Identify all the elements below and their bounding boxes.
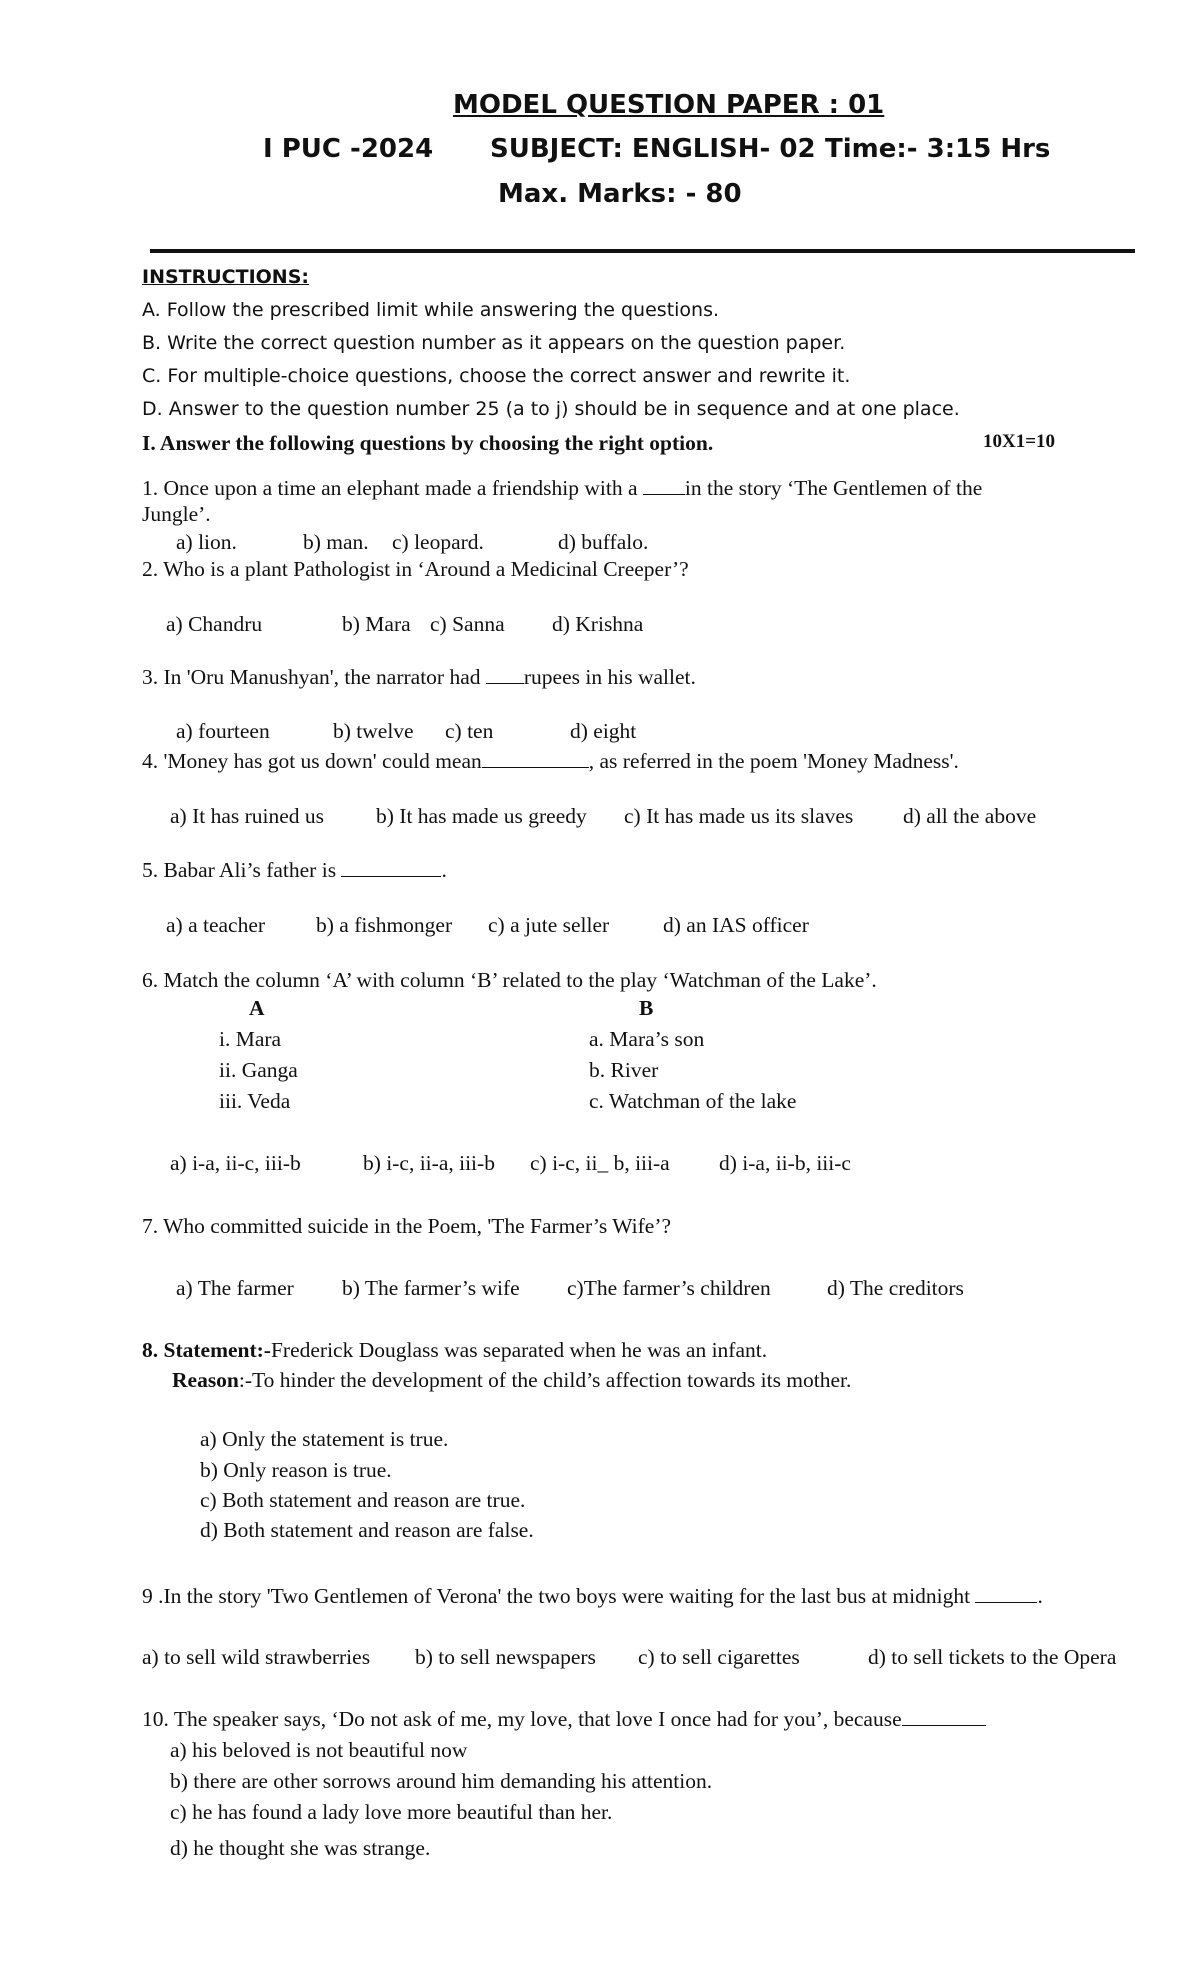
option: a) to sell wild strawberries xyxy=(142,1645,371,1669)
q1-text-line2: Jungle’. xyxy=(142,502,211,526)
instructions-heading: INSTRUCTIONS: xyxy=(142,266,309,288)
section-marks: 10X1=10 xyxy=(983,431,1056,452)
instruction-item: B. Write the correct question number as it appears on the question paper. xyxy=(142,332,846,354)
option: d) eight xyxy=(570,719,637,743)
section-heading: I. Answer the following questions by choosing the right option. xyxy=(142,431,714,455)
instruction-item: C. For multiple-choice questions, choose the correct answer and rewrite it. xyxy=(142,365,851,387)
reason-label: Reason xyxy=(172,1368,239,1392)
answer-blank xyxy=(482,751,589,768)
option: b) to sell newspapers xyxy=(415,1645,596,1669)
q4-text-end: , as referred in the poem 'Money Madness'. xyxy=(588,749,959,773)
option: d) Both statement and reason are false. xyxy=(200,1518,534,1542)
option: c) he has found a lady love more beautiful than her. xyxy=(170,1800,613,1824)
option: c)The farmer’s children xyxy=(567,1276,771,1300)
option: b) The farmer’s wife xyxy=(342,1276,520,1300)
column-b-item: c. Watchman of the lake xyxy=(589,1089,797,1113)
answer-blank xyxy=(643,478,685,495)
statement-text: Frederick Douglass was separated when he was an infant. xyxy=(270,1338,768,1362)
option: a) It has ruined us xyxy=(170,804,325,828)
option: d) an IAS officer xyxy=(663,913,809,937)
option: b) there are other sorrows around him demanding his attention. xyxy=(170,1769,713,1793)
option: d) The creditors xyxy=(827,1276,964,1300)
option: a) his beloved is not beautiful now xyxy=(170,1738,468,1762)
statement-label: 8. Statement:- xyxy=(142,1338,271,1362)
instruction-item: A. Follow the prescribed limit while answering the questions. xyxy=(142,299,720,321)
option: b) It has made us greedy xyxy=(376,804,587,828)
question-7: 7. Who committed suicide in the Poem, 'The Farmer’s Wife’? xyxy=(142,1214,672,1238)
option: d) Krishna xyxy=(552,612,644,636)
option: b) i-c, ii-a, iii-b xyxy=(363,1151,495,1175)
paper-title: MODEL QUESTION PAPER : 01 xyxy=(453,90,885,120)
q5-text: 5. Babar Ali’s father is xyxy=(142,858,342,882)
option: a) i-a, ii-c, iii-b xyxy=(170,1151,301,1175)
option: c) ten xyxy=(445,719,494,743)
question-1 xyxy=(142,476,982,501)
option: b) a fishmonger xyxy=(316,913,453,937)
option: a) lion. xyxy=(176,530,237,554)
question-3 xyxy=(142,665,696,690)
option: a) fourteen xyxy=(176,719,270,743)
column-a-item: ii. Ganga xyxy=(219,1058,298,1082)
question-5 xyxy=(142,858,447,883)
option: c) Both statement and reason are true. xyxy=(200,1488,526,1512)
q4-text: 4. 'Money has got us down' could mean xyxy=(142,749,482,773)
answer-blank xyxy=(486,667,524,684)
option: a) Only the statement is true. xyxy=(200,1427,449,1451)
option: b) man. xyxy=(303,530,369,554)
option: d) i-a, ii-b, iii-c xyxy=(719,1151,851,1175)
question-6: 6. Match the column ‘A’ with column ‘B’ related to the play ‘Watchman of the Lake’. xyxy=(142,968,877,992)
header-divider xyxy=(150,249,1135,253)
option: a) Chandru xyxy=(166,612,263,636)
max-marks-label: Max. Marks: - 80 xyxy=(498,179,742,209)
option: c) Sanna xyxy=(430,612,505,636)
option: d) all the above xyxy=(903,804,1037,828)
subject-label: SUBJECT: ENGLISH- 02 xyxy=(490,134,816,164)
answer-blank xyxy=(975,1586,1037,1603)
q3-text-end: rupees in his wallet. xyxy=(523,665,696,689)
option: d) buffalo. xyxy=(558,530,649,554)
option: c) a jute seller xyxy=(488,913,610,937)
option: a) a teacher xyxy=(166,913,266,937)
column-a-heading: A xyxy=(249,996,265,1020)
answer-blank xyxy=(902,1709,986,1726)
q1-text: 1. Once upon a time an elephant made a friendship with a xyxy=(142,476,643,500)
question-8-statement xyxy=(142,1338,767,1363)
instruction-item: D. Answer to the question number 25 (a to j) should be in sequence and at one place. xyxy=(142,398,960,420)
question-2: 2. Who is a plant Pathologist in ‘Around a Medicinal Creeper’? xyxy=(142,557,689,581)
column-a-item: i. Mara xyxy=(219,1027,282,1051)
column-b-item: a. Mara’s son xyxy=(589,1027,705,1051)
column-b-heading: B xyxy=(639,996,654,1020)
q10-text: 10. The speaker says, ‘Do not ask of me, my love, that love I once had for you’, because xyxy=(142,1707,902,1731)
column-a-item: iii. Veda xyxy=(219,1089,291,1113)
question-9 xyxy=(142,1584,1043,1609)
question-8-reason xyxy=(172,1368,851,1393)
option: c) It has made us its slaves xyxy=(624,804,854,828)
option: c) to sell cigarettes xyxy=(638,1645,800,1669)
column-b-item: b. River xyxy=(589,1058,659,1082)
option: d) he thought she was strange. xyxy=(170,1836,431,1860)
q5-text-end: . xyxy=(441,858,447,882)
class-label: I PUC -2024 xyxy=(263,134,434,164)
option: a) The farmer xyxy=(176,1276,294,1300)
question-4 xyxy=(142,749,959,774)
answer-blank xyxy=(341,860,441,877)
q3-text: 3. In 'Oru Manushyan', the narrator had xyxy=(142,665,486,689)
q1-text-end: in the story ‘The Gentlemen of the xyxy=(684,476,983,500)
option: d) to sell tickets to the Opera xyxy=(868,1645,1117,1669)
q9-text: 9 .In the story 'Two Gentlemen of Verona' the two boys were waiting for the last bus at midnight xyxy=(142,1584,976,1608)
q9-text-end: . xyxy=(1037,1584,1043,1608)
reason-text: :-To hinder the development of the child’s affection towards its mother. xyxy=(238,1368,852,1392)
option: c) i-c, ii_ b, iii-a xyxy=(530,1151,670,1175)
option: b) Mara xyxy=(342,612,411,636)
option: b) twelve xyxy=(333,719,414,743)
time-label: Time:- 3:15 Hrs xyxy=(825,134,1051,164)
option: c) leopard. xyxy=(392,530,484,554)
option: b) Only reason is true. xyxy=(200,1458,392,1482)
question-10 xyxy=(142,1707,986,1732)
